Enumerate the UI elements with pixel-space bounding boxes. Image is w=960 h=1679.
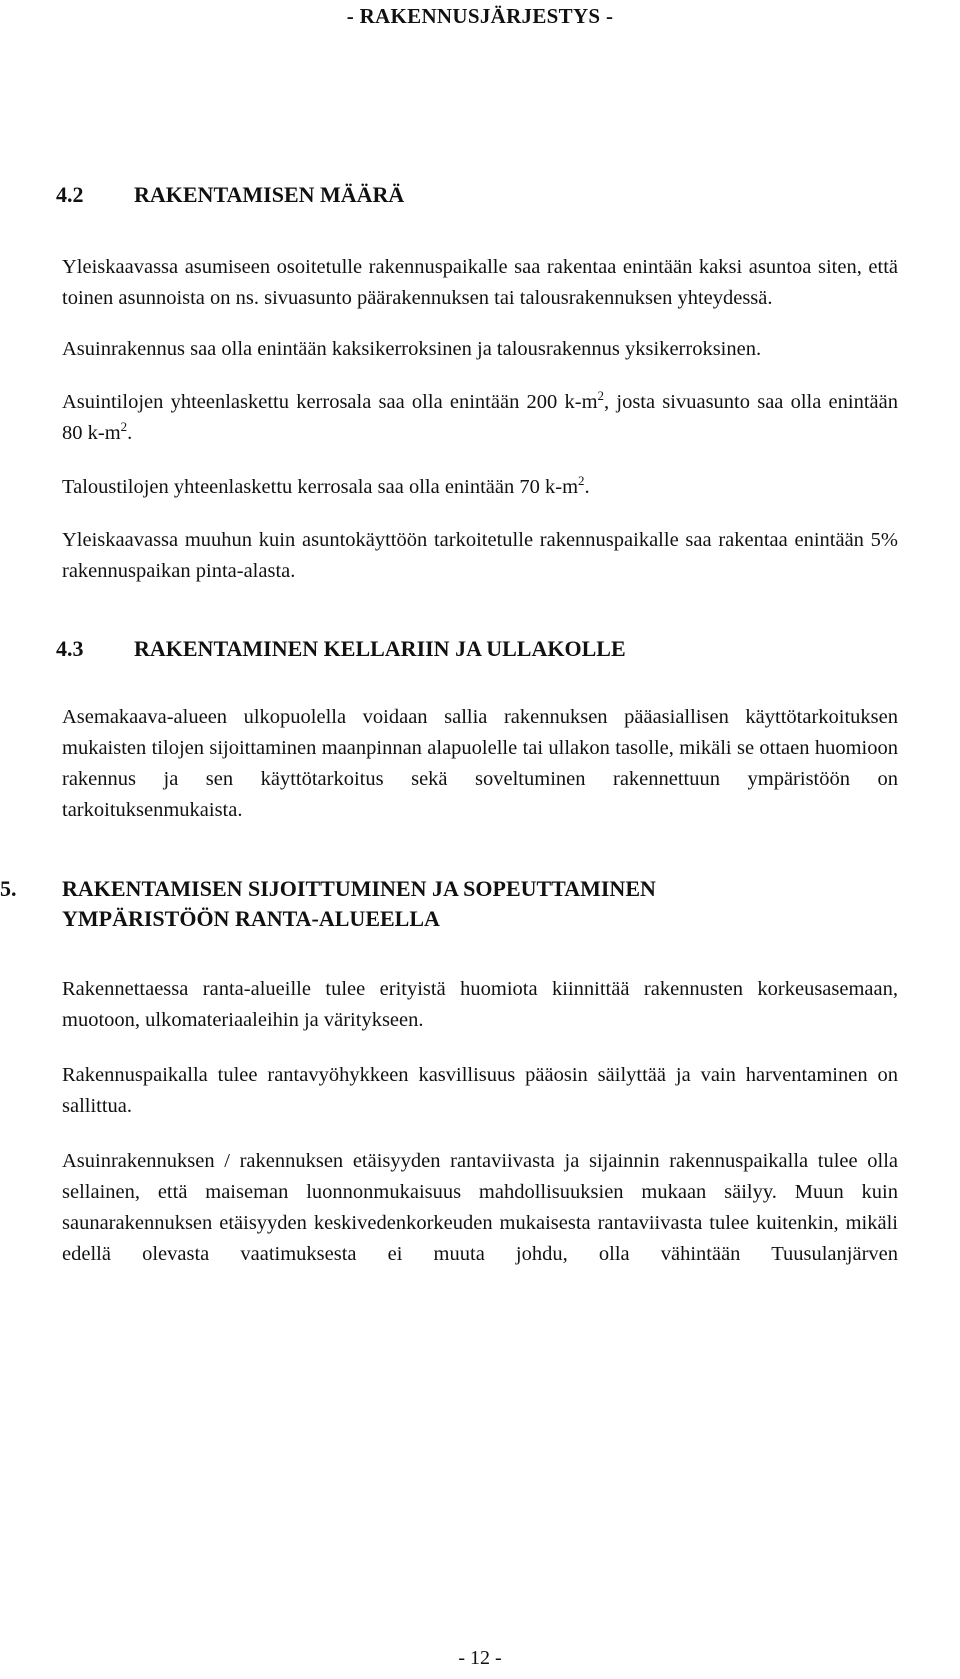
paragraph: Asemakaava-alueen ulkopuolella voidaan sallia rakennuksen pääasiallisen käyttötarkoituksen mukaisten tilojen sijoittaminen maanpinnan alapuolelle tai ullakon tasolle, mikäli se ottaen huomioon rakennus ja sen käyttötarkoitus sekä soveltuminen rakennettuun ympäristöön on tarkoituksenmukaista. [62, 706, 898, 821]
section-title-line: RAKENTAMISEN SIJOITTUMINEN JA SOPEUTTAMINEN [62, 876, 656, 901]
paragraph: Asuinrakennuksen / rakennuksen etäisyyden rantaviivasta ja sijainnin rakennuspaikalla tulee olla sellainen, että maiseman luonnonmukaisuus mahdollisuuksien mukaan säilyy. Muun kuin saunarakennuksen etäisyyden keskivedenkorkeuden mukaisesta rantaviivasta tulee kuitenkin, mikäli edellä olevasta vaatimuksesta ei muuta johdu, olla vähintään Tuusulanjärven [62, 1150, 898, 1265]
section-title-line: YMPÄRISTÖÖN RANTA-ALUEELLA [62, 906, 440, 931]
page-header: - RAKENNUSJÄRJESTYS - [346, 4, 614, 28]
section-number: 4.3 [56, 636, 84, 661]
superscript: 2 [120, 419, 128, 435]
section-title [62, 874, 898, 934]
superscript: 2 [578, 473, 585, 489]
text-run: Asuintilojen yhteenlaskettu kerrosala saa olla enintään 200 k-m [62, 391, 598, 413]
section-5-heading [0, 874, 898, 934]
paragraph: Yleiskaavassa asumiseen osoitetulle rakennuspaikalle saa rakentaa enintään kaksi asuntoa siten, että toinen asunnoista on ns. sivuasunto päärakennuksen tai talousrakennuksen yhteydessä. [62, 256, 898, 309]
paragraph: Rakennuspaikalla tulee rantavyöhykkeen kasvillisuus pääosin säilyttää ja vain harventaminen on sallittua. [62, 1064, 898, 1117]
section-number: 4.2 [56, 182, 84, 207]
page-number: - 12 - [458, 1647, 502, 1669]
section-number: 5. [0, 876, 17, 901]
text-run: . [127, 422, 133, 444]
section-title: RAKENTAMISEN MÄÄRÄ [134, 182, 405, 207]
superscript: 2 [597, 388, 605, 404]
text-run: Taloustilojen yhteenlaskettu kerrosala saa olla enintään 70 k-m [62, 476, 579, 498]
paragraph [62, 387, 898, 449]
section-4-3-heading [56, 634, 898, 664]
section-4-2-heading [56, 180, 898, 210]
paragraph: Rakennettaessa ranta-alueille tulee erityistä huomiota kiinnittää rakennusten korkeusasemaan, muotoon, ulkomateriaaleihin ja väritykseen. [62, 978, 898, 1031]
paragraph: Asuinrakennus saa olla enintään kaksikerroksinen ja talousrakennus yksikerroksinen. [62, 338, 762, 360]
section-title: RAKENTAMINEN KELLARIIN JA ULLAKOLLE [134, 636, 626, 661]
text-run: , josta sivuasunto saa olla enintään 80 k-m [62, 391, 898, 444]
document-body [0, 180, 898, 1270]
paragraph [62, 472, 898, 503]
text-run: . [584, 476, 590, 498]
paragraph: Yleiskaavassa muuhun kuin asuntokäyttöön tarkoitetulle rakennuspaikalle saa rakentaa enintään 5% rakennuspaikan pinta-alasta. [62, 529, 898, 582]
